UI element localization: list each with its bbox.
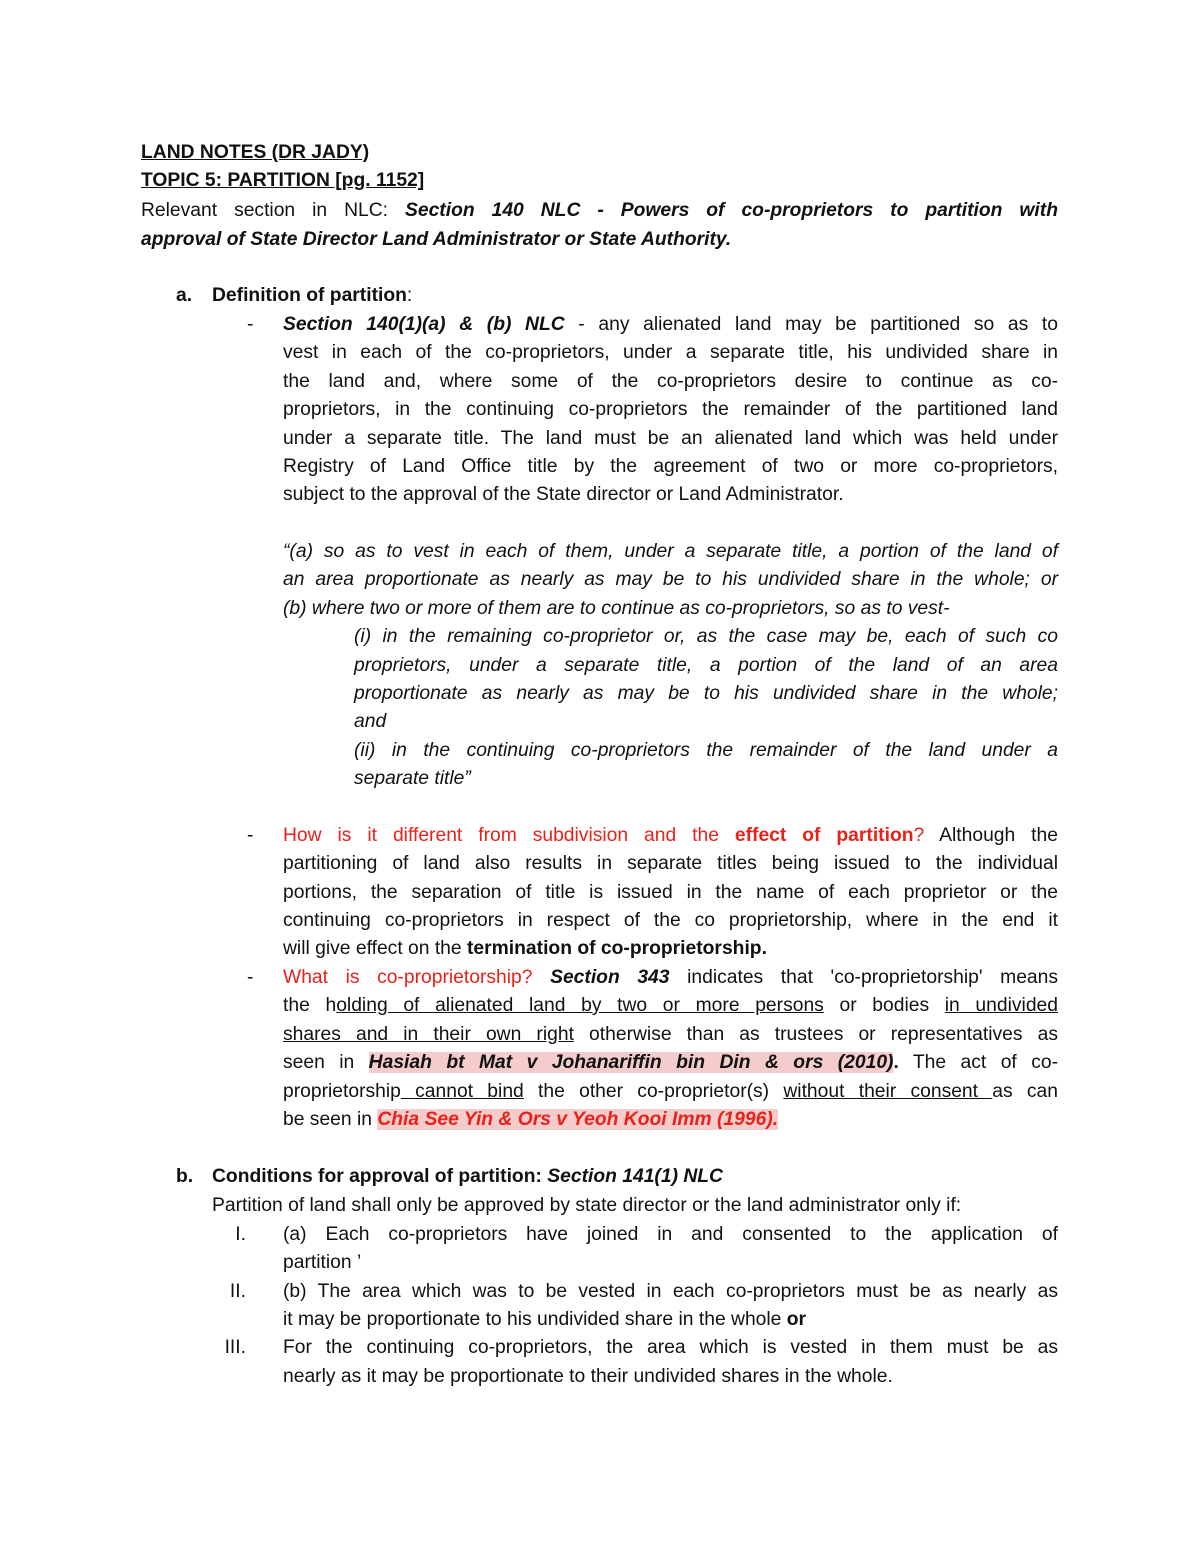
condition-2-line1: (b) The area which was to be vested in each co-proprietors must be as nearly as [283,1281,1058,1302]
section-a-heading-text: Definition of partition [212,285,407,306]
bullet2-line4: continuing co-proprietors in respect of the co proprietorship, where in the end it [283,910,1058,931]
bullet3-underlined: olding of alienated land by two or more persons [336,995,824,1016]
bullet2-question-mark: ? [913,825,925,846]
bullet1-line7: subject to the approval of the State director or Land Administrator. [283,484,844,505]
bullet3-text: as can [992,1081,1058,1102]
case-citation-hasiah: Hasiah bt Mat v Johanariffin bin Din & ors (2010) [368,1052,894,1073]
bullet2-line5 [283,935,767,963]
bullet-dash: - [247,314,254,335]
bullet2-question-emphasis: effect of partition [734,825,914,846]
bullet3-line2 [283,992,1058,1020]
relevant-section-line-2: approval of State Director Land Administrator or State Authority. [141,229,732,250]
bullet2-termination: termination of co-proprietorship. [467,938,767,959]
bullet1-line1 [283,311,1058,339]
bullet3-line5 [283,1078,1058,1106]
quote-line4: (i) in the remaining co-proprietor or, as the case may be, each of such co [354,626,1058,647]
quote-line2: an area proportionate as nearly as may be to his undivided share in the whole; or [283,569,1058,590]
bullet2-line5-text: will give effect on the [283,938,467,959]
bullet3-section-ref: Section 343 [550,967,670,988]
bullet3-line3 [283,1021,1058,1049]
quote-line1: “(a) so as to vest in each of them, under a separate title, a portion of the land of [283,541,1058,562]
quote-line5: proprietors, under a separate title, a portion of the land of an area [354,655,1058,676]
bullet1-section-ref: Section 140(1)(a) & (b) NLC [283,314,565,335]
relevant-section-line [141,197,1058,225]
bullet-dash: - [247,967,254,988]
bullet2-line1 [283,822,1058,850]
bullet3-question: What is co-proprietorship? [283,967,533,988]
condition-or: or [786,1309,807,1330]
bullet3-underlined: cannot bind [400,1081,524,1102]
case-citation-chia: Chia See Yin & Ors v Yeoh Kooi Imm (1996). [377,1109,779,1130]
section-b-section-ref: Section 141(1) NLC [547,1166,723,1187]
bullet3-text: the h [283,995,337,1016]
bullet1-text: - any alienated land may be partitioned so as to [564,314,1058,335]
bullet3-text: the other co-proprietor(s) [523,1081,784,1102]
bullet1-line6: Registry of Land Office title by the agreement of two or more co-proprietors, [283,456,1058,477]
section-a-heading [212,282,412,310]
quote-line9: separate title” [354,768,471,789]
section-b-heading [212,1163,723,1191]
section-a-marker: a. [176,285,193,306]
quote-line7: and [354,711,387,732]
bullet1-line3: the land and, where some of the co-proprietors desire to continue as co- [283,371,1058,392]
bullet3-underlined: shares and in their own right [283,1024,574,1045]
list-number: II. [229,1281,246,1302]
bullet3-underlined: without their consent [783,1081,993,1102]
bullet3-line1 [283,964,1058,992]
bullet1-line4: proprietors, in the continuing co-proprietors the remainder of the partitioned land [283,399,1058,420]
bullet3-text: indicates that 'co-proprietorship' means [669,967,1059,988]
condition-2-line2 [283,1306,806,1334]
condition-1-line2: partition ’ [283,1252,362,1273]
list-number: I. [235,1224,246,1245]
section-b-intro: Partition of land shall only be approved by state director or the land administrator only if: [212,1195,962,1216]
bullet3-text: or bodies [823,995,945,1016]
bullet1-line5: under a separate title. The land must be an alienated land which was held under [283,428,1058,449]
bullet3-line4 [283,1049,1058,1077]
quote-line8: (ii) in the continuing co-proprietors the remainder of the land under a [354,740,1058,761]
bullet3-text: be seen in [283,1109,378,1130]
bullet2-text: Although the [924,825,1058,846]
quote-line6: proportionate as nearly as may be to his undivided share in the whole; [354,683,1058,704]
condition-3-line1: For the continuing co-proprietors, the area which is vested in them must be as [283,1337,1058,1358]
relevant-section-ref: Section 140 NLC - Powers of co-proprietors to partition with [405,200,1058,221]
bullet3-line6 [283,1106,778,1134]
bullet3-text: seen in [283,1052,369,1073]
relevant-prefix: Relevant section in NLC: [141,200,405,221]
section-a-colon: : [406,285,413,306]
topic-heading: TOPIC 5: PARTITION [pg. 1152] [141,170,425,191]
bullet3-underlined: in undivided [944,995,1058,1016]
bullet3-period: . [893,1052,899,1073]
bullet3-text: The act of co- [898,1052,1058,1073]
document-title: LAND NOTES (DR JADY) [141,142,370,163]
list-number: III. [224,1337,246,1358]
section-b-heading-text: Conditions for approval of partition: [212,1166,548,1187]
bullet1-line2: vest in each of the co-proprietors, under a separate title, his undivided share in [283,342,1058,363]
bullet2-question: How is it different from subdivision and the [283,825,735,846]
section-b-marker: b. [176,1166,194,1187]
condition-1-line1: (a) Each co-proprietors have joined in and consented to the application of [283,1224,1058,1245]
bullet3-text: proprietorship [283,1081,401,1102]
bullet2-line2: partitioning of land also results in separate titles being issued to the individual [283,853,1058,874]
quote-line3: (b) where two or more of them are to continue as co-proprietors, so as to vest- [283,598,950,619]
bullet2-line3: portions, the separation of title is issued in the name of each proprietor or the [283,882,1058,903]
bullet-dash: - [247,825,254,846]
condition-3-line2: nearly as it may be proportionate to their undivided shares in the whole. [283,1366,893,1387]
bullet3-text: otherwise than as trustees or representatives as [573,1024,1058,1045]
condition-2-text: it may be proportionate to his undivided share in the whole [283,1309,787,1330]
